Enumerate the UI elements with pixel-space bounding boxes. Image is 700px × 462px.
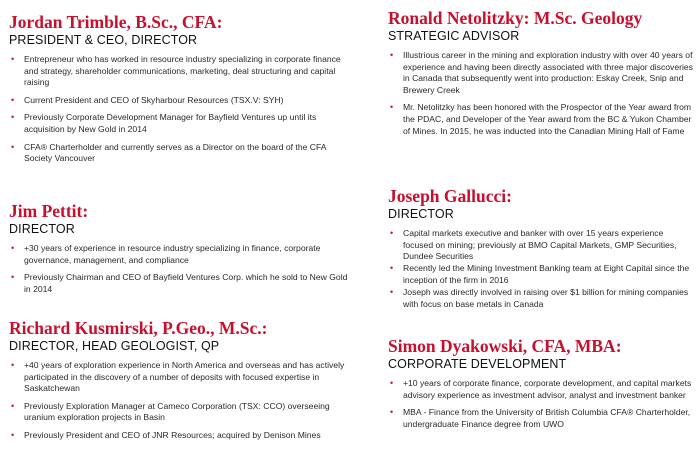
list-item: • Previously Corporate Development Manager for Bayfield Ventures up until its acquisition by New Gold in 2014 (11, 112, 317, 134)
bullet-icon: • (11, 112, 15, 123)
person-role: PRESIDENT & CEO, DIRECTOR (9, 33, 198, 47)
person-simon-dyakowski (388, 336, 694, 436)
person-role: DIRECTOR (388, 207, 454, 221)
bullet-icon: • (11, 272, 15, 283)
bullet-icon: • (390, 228, 394, 238)
person-richard-kusmirski (9, 318, 349, 448)
list-item: • Joseph was directly involved in raising over $1 billion for mining companies with focus on base metals in Canada (390, 286, 689, 309)
person-role: CORPORATE DEVELOPMENT (388, 357, 567, 371)
person-role: DIRECTOR, HEAD GEOLOGIST, QP (9, 339, 220, 353)
bullet-list (388, 378, 694, 430)
list-item: • Current President and CEO of Skyharbour Resources (TSX.V: SYH) (11, 94, 284, 105)
bullet-icon: • (390, 263, 394, 274)
person-name: Simon Dyakowski, CFA, MBA: (388, 336, 622, 356)
bullet-icon: • (390, 286, 394, 297)
person-name: Jordan Trimble, B.Sc., CFA: (9, 12, 223, 32)
person-ronald-netolitzky (388, 8, 694, 143)
bullet-list (9, 54, 349, 165)
list-item: • +10 years of corporate finance, corporate development, and capital markets advisory experience as investment advisor, analyst and investment banker (390, 378, 692, 400)
list-item: • CFA® Charterholder and currently serves as a Director on the board of the CFA Society Vancouver (11, 141, 327, 164)
list-item: • Recently led the Mining Investment Banking team at Eight Capital since the inception of the firm in 2016 (390, 263, 690, 285)
bullet-icon: • (390, 102, 394, 113)
person-jim-pettit (9, 201, 349, 301)
bullet-icon: • (11, 54, 15, 64)
bullet-icon: • (11, 141, 15, 152)
person-jordan-trimble (9, 12, 349, 171)
bullet-list (9, 243, 349, 295)
list-item: • MBA - Finance from the University of British Columbia CFA® Charterholder, undergraduate Finance degree from UWO (390, 407, 691, 429)
list-item: • +40 years of exploration experience in North America and overseas and has actively participated in the discovery of a number of deposits with focused expertise in Saskatchewan (11, 360, 345, 394)
bullet-icon: • (390, 50, 394, 60)
person-name: Jim Pettit: (9, 201, 89, 221)
person-name: Joseph Gallucci: (388, 186, 512, 206)
bullet-list (388, 50, 694, 137)
person-name: Richard Kusmirski, P.Geo., M.Sc.: (9, 318, 268, 338)
list-item: • Capital markets executive and banker with over 15 years experience focused on mining; previously at BMO Capital Markets, GMP Securities, Dundee Securities (390, 228, 677, 262)
bullet-icon: • (11, 94, 15, 105)
bullet-icon: • (390, 378, 394, 388)
person-joseph-gallucci (388, 186, 694, 311)
bullet-icon: • (390, 407, 394, 418)
person-role: DIRECTOR (9, 222, 75, 236)
bullet-icon: • (11, 429, 15, 440)
list-item: • Previously President and CEO of JNR Resources; acquired by Denison Mines (11, 429, 321, 440)
bullet-list (9, 360, 349, 442)
bullet-list (388, 228, 694, 310)
list-item: • Previously Chairman and CEO of Bayfield Ventures Corp. which he sold to New Gold in 2014 (11, 272, 348, 294)
list-item: • +30 years of experience in resource industry specializing in finance, corporate governance, management, and compliance (11, 243, 321, 265)
person-name: Ronald Netolitzky: M.Sc. Geology (388, 8, 643, 28)
bullet-icon: • (11, 243, 15, 253)
bullet-icon: • (11, 360, 15, 370)
bullet-icon: • (11, 400, 15, 411)
list-item: • Illustrious career in the mining and exploration industry with over 40 years of experience and having been directly associated with three major discoveries in Canada that subsequently went into production: Eskay Creek, Snip and Brewery Creek (390, 50, 693, 95)
list-item: • Previously Exploration Manager at Cameco Corporation (TSX: CCO) overseeing uranium exploration projects in Basin (11, 400, 330, 423)
list-item: • Entrepreneur who has worked in resource industry specializing in corporate finance and strategy, shareholder communications, marketing, deal structuring and capital raising (11, 54, 341, 88)
person-role: STRATEGIC ADVISOR (388, 29, 520, 43)
list-item: • Mr. Netolitzky has been honored with the Prospector of the Year award from the PDAC, and Developer of the Year award from the BC & Yukon Chamber of Mines. In 2015, he was inducted into the Canadian Mining Hall of Fame (390, 102, 692, 136)
